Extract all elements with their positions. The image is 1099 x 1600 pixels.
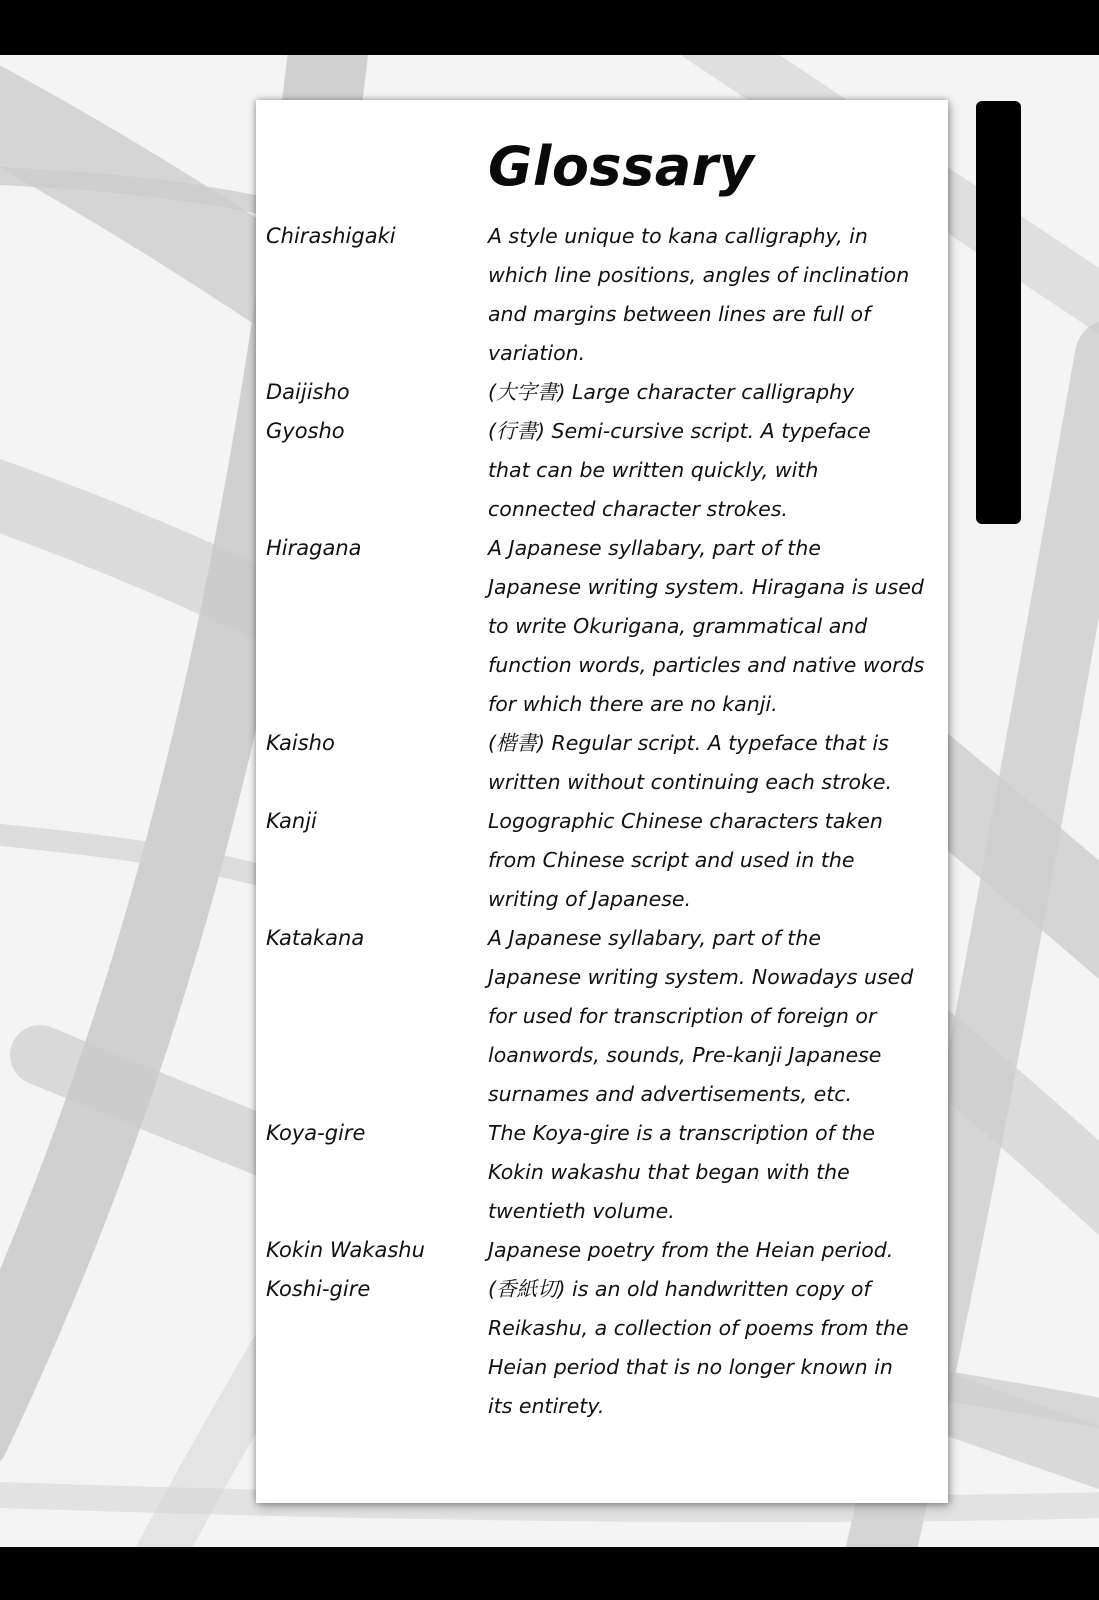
glossary-page bbox=[256, 100, 948, 1503]
glossary-entry bbox=[266, 802, 946, 919]
glossary-entry bbox=[266, 724, 946, 802]
glossary-entry bbox=[266, 412, 946, 529]
glossary-entry bbox=[266, 919, 946, 1114]
glossary-term: Katakana bbox=[266, 926, 365, 950]
glossary-entry bbox=[266, 529, 946, 724]
side-black-tab bbox=[976, 101, 1021, 524]
glossary-term: Koshi-gire bbox=[266, 1277, 371, 1301]
glossary-definition: Japanese poetry from the Heian period. bbox=[488, 1238, 894, 1262]
glossary-term: Koya-gire bbox=[266, 1121, 366, 1145]
glossary-term: Chirashigaki bbox=[266, 224, 396, 248]
glossary-definition: A Japanese syllabary, part of the Japanese writing system. Hiragana is used to write Okurigana, grammatical and function words, particles and native words for which there are no kanji. bbox=[488, 536, 925, 716]
glossary-title: Glossary bbox=[488, 135, 755, 198]
glossary-definition: (香紙切) is an old handwritten copy of Reikashu, a collection of poems from the Heian period that is no longer known in its entirety. bbox=[488, 1277, 909, 1418]
glossary-term: Kaisho bbox=[266, 731, 335, 755]
bottom-black-bar bbox=[0, 1547, 1099, 1600]
glossary-list bbox=[266, 217, 946, 1426]
glossary-definition: (大字書) Large character calligraphy bbox=[488, 380, 855, 404]
glossary-definition: Logographic Chinese characters taken from Chinese script and used in the writing of Japanese. bbox=[488, 809, 883, 911]
glossary-term: Kanji bbox=[266, 809, 317, 833]
glossary-term: Daijisho bbox=[266, 380, 350, 404]
glossary-definition: The Koya-gire is a transcription of the Kokin wakashu that began with the twentieth volume. bbox=[488, 1121, 876, 1223]
glossary-entry bbox=[266, 373, 946, 412]
glossary-entry bbox=[266, 1114, 946, 1231]
glossary-definition: (行書) Semi-cursive script. A typeface that can be written quickly, with connected character strokes. bbox=[488, 419, 871, 521]
glossary-definition: A Japanese syllabary, part of the Japanese writing system. Nowadays used for used for transcription of foreign or loanwords, sounds, Pre-kanji Japanese surnames and advertisements, etc. bbox=[488, 926, 914, 1106]
glossary-entry bbox=[266, 1270, 946, 1426]
glossary-entry bbox=[266, 1231, 946, 1270]
glossary-term: Hiragana bbox=[266, 536, 362, 560]
glossary-definition: A style unique to kana calligraphy, in which line positions, angles of inclination and margins between lines are full of variation. bbox=[488, 224, 910, 365]
glossary-term: Kokin Wakashu bbox=[266, 1238, 425, 1262]
glossary-term: Gyosho bbox=[266, 419, 345, 443]
glossary-definition: (楷書) Regular script. A typeface that is written without continuing each stroke. bbox=[488, 731, 893, 794]
top-black-bar bbox=[0, 0, 1099, 55]
glossary-entry bbox=[266, 217, 946, 373]
